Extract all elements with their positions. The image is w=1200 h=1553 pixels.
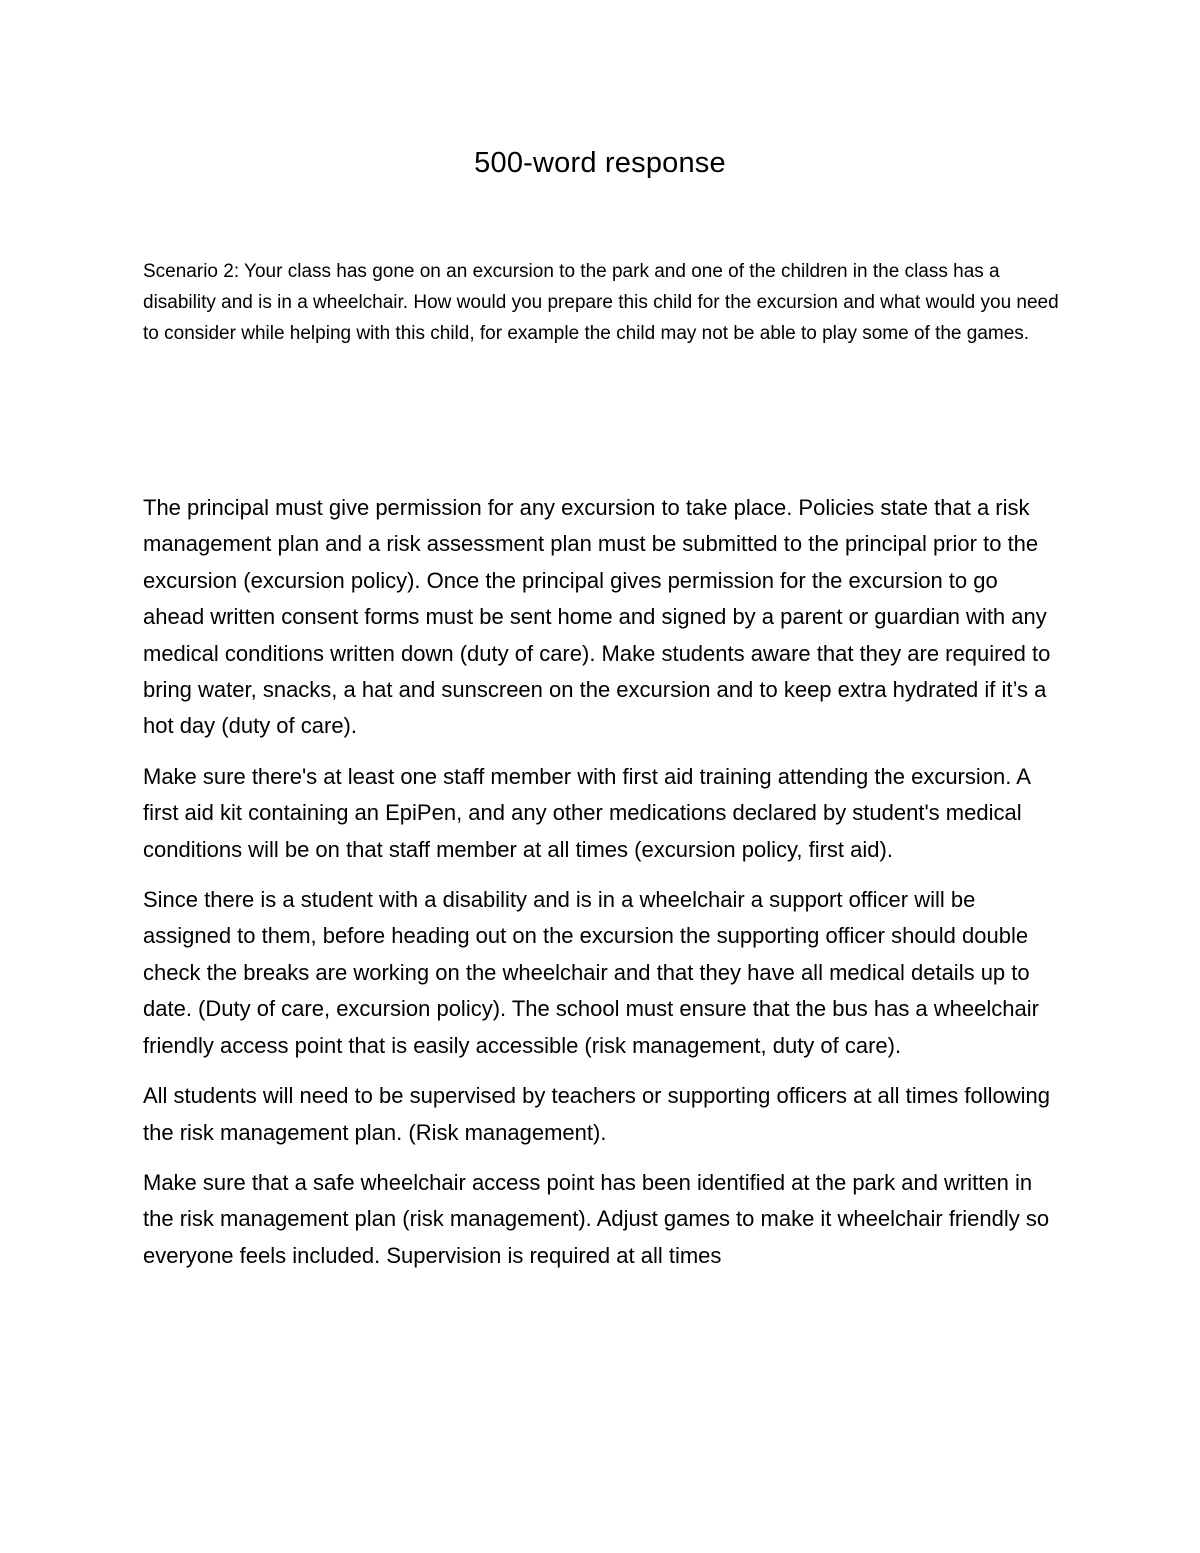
response-paragraph: All students will need to be supervised by teachers or supporting officers at all times following the risk management plan. (Risk management). <box>143 1083 1050 1145</box>
response-paragraph: Make sure that a safe wheelchair access point has been identified at the park and written in the risk management plan (risk management). Adjust games to make it wheelchair friendly so everyone feels included. Supervision is required at all times <box>143 1169 1050 1268</box>
scenario-prompt: Scenario 2: Your class has gone on an excursion to the park and one of the children in the class has a disability and is in a wheelchair. How would you prepare this child for the excursion and what would you need to consider while helping with this child, for example the child may not be able to play some of the games. <box>143 261 1059 345</box>
document-title: 500-word response <box>474 147 726 179</box>
response-paragraph: Make sure there's at least one staff member with first aid training attending the excursion. A first aid kit containing an EpiPen, and any other medications declared by student's medical conditions will be on that staff member at all times (excursion policy, first aid). <box>143 763 1030 862</box>
response-paragraph: Since there is a student with a disability and is in a wheelchair a support officer will be assigned to them, before heading out on the excursion the supporting officer should double check the breaks are working on the wheelchair and that they have all medical details up to date. (Duty of care, excursion policy). The school must ensure that the bus has a wheelchair friendly access point that is easily accessible (risk management, duty of care). <box>143 887 1039 1058</box>
response-paragraph: The principal must give permission for any excursion to take place. Policies state that a risk management plan and a risk assessment plan must be submitted to the principal prior to the excursion (excursion policy). Once the principal gives permission for the excursion to go ahead written consent forms must be sent home and signed by a parent or guardian with any medical conditions written down (duty of care). Make students aware that they are required to bring water, snacks, a hat and sunscreen on the excursion and to keep extra hydrated if it’s a hot day (duty of care). <box>143 495 1051 739</box>
response-body <box>143 490 1058 1288</box>
